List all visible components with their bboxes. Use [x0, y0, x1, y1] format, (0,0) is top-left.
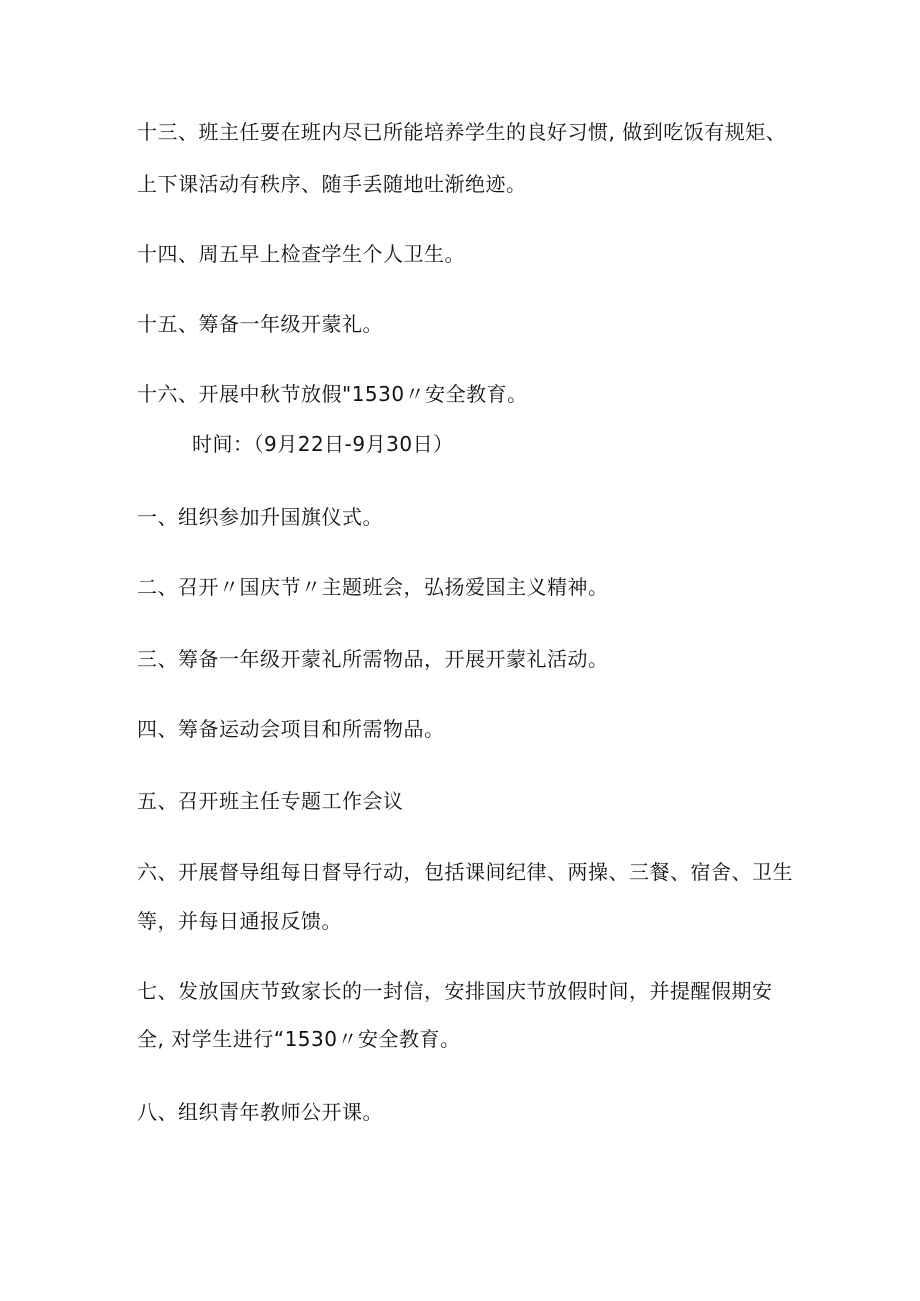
text-line-6-part2: 等，并每日通报反馈。	[137, 909, 342, 933]
text-line-7-part2: 全, 对学生进行“1530〃安全教育。	[137, 1027, 461, 1051]
text-line-13-part2: 上下课活动有秩序、随手丢随地吐渐绝迹。	[137, 172, 527, 196]
text-line-8: 八、组织青年教师公开课。	[137, 1100, 383, 1124]
text-line-14: 十四、周五早上检查学生个人卫生。	[137, 242, 465, 266]
text-line-13-part1: 十三、班主任要在班内尽已所能培养学生的良好习惯, 做到吃饭有规矩、	[137, 120, 787, 144]
text-line-15: 十五、筹备一年级开蒙礼。	[137, 312, 383, 336]
text-line-5: 五、召开班主任专题工作会议	[137, 789, 404, 813]
text-line-4: 四、筹备运动会项目和所需物品。	[137, 717, 445, 741]
text-line-7-part1: 七、发放国庆节致家长的一封信，安排国庆节放假时间，并提醒假期安	[137, 979, 773, 1003]
text-line-16: 十六、开展中秋节放假"1530〃安全教育。	[137, 382, 528, 406]
text-line-3: 三、筹备一年级开蒙礼所需物品，开展开蒙礼活动。	[137, 647, 609, 671]
text-line-6-part1: 六、开展督导组每日督导行动，包括课间纪律、两操、三餐、宿舍、卫生	[137, 860, 793, 884]
text-line-1: 一、组织参加升国旗仪式。	[137, 505, 383, 529]
text-line-2: 二、召开〃国庆节〃主题班会，弘扬爱国主义精神。	[137, 575, 609, 599]
time-range-heading: 时间：（9月22日-9月30日）	[192, 432, 454, 456]
